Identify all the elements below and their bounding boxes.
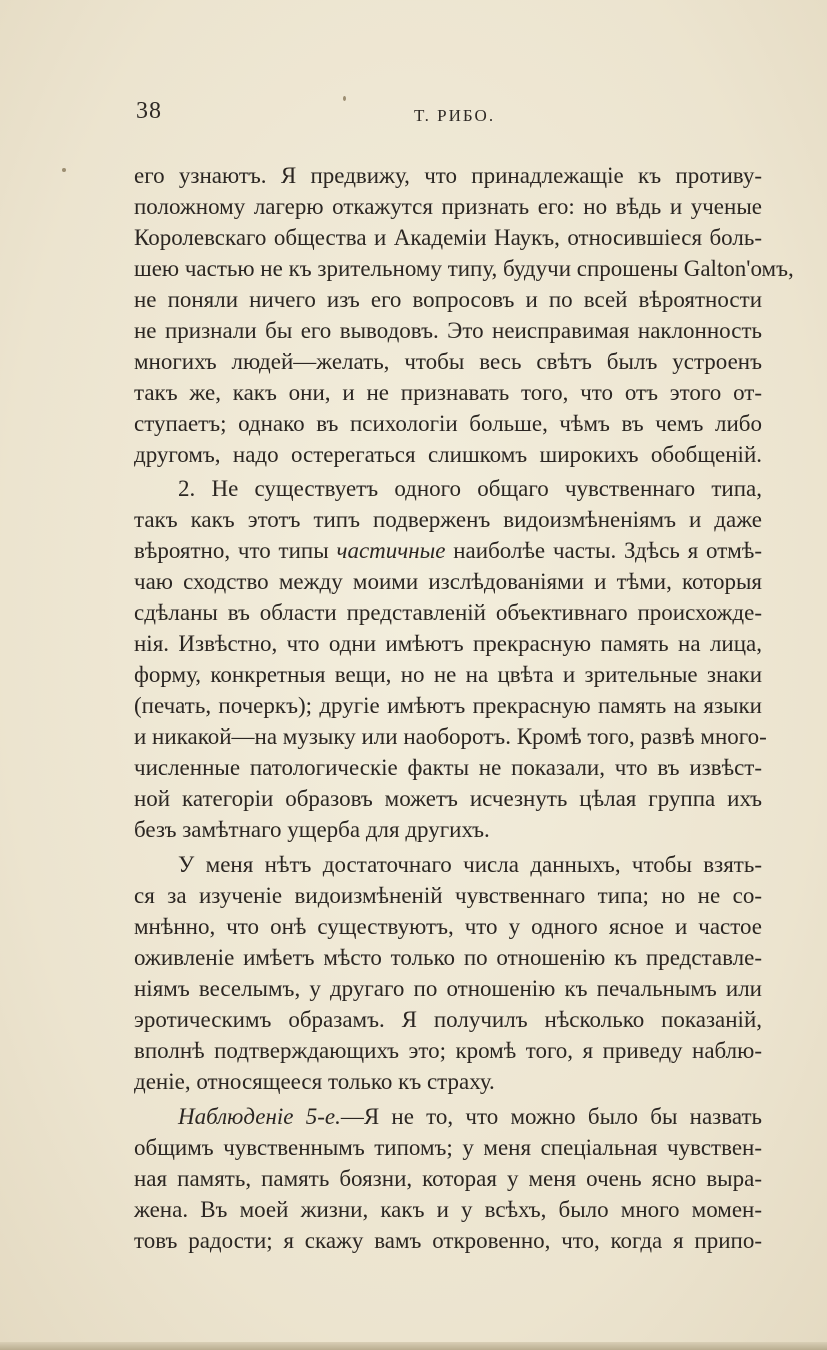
- italic-emphasis: Наблюденіе 5-е.: [178, 1104, 341, 1129]
- text-line: нія. Извѣстно, что одни имѣютъ прекрасную память на лица,: [134, 631, 762, 656]
- paragraph-first-line: 2. Не существуетъ одного общаго чувственнаго типа,: [178, 476, 762, 501]
- text-line: ступаетъ; однако въ психологіи больше, чѣмъ въ чемъ либо: [134, 411, 762, 436]
- text-line: не поняли ничего изъ его вопросовъ и по всей вѣроятности: [134, 287, 762, 312]
- text-line: мнѣнно, что онѣ существуютъ, что у одного ясное и частое: [134, 914, 762, 939]
- paper-speck: [343, 96, 346, 101]
- paper-speck: [62, 168, 66, 172]
- text-line: товъ радости; я скажу вамъ откровенно, что, когда я припо-: [134, 1228, 762, 1253]
- text-line: его узнаютъ. Я предвижу, что принадлежащіе къ противу-: [134, 163, 762, 188]
- text-line: не признали бы его выводовъ. Это неисправимая наклонность: [134, 318, 762, 343]
- text-line: ніямъ веселымъ, у другаго по отношенію къ печальнымъ или: [134, 976, 762, 1001]
- text-line: оживленіе имѣетъ мѣсто только по отношенію къ представле-: [134, 945, 762, 970]
- text-line: и никакой—на музыку или наоборотъ. Кромѣ того, развѣ много-: [134, 724, 767, 749]
- text-line: ной категоріи образовъ можетъ исчезнуть цѣлая группа ихъ: [134, 786, 762, 811]
- text-line: положному лагерю откажутся признать его: но вѣдь и ученые: [134, 194, 762, 219]
- text-line: шею частью не къ зрительному типу, будучи спрошены Galton'омъ,: [134, 256, 794, 281]
- text-line: вѣроятно, что типы частичные наиболѣе часты. Здѣсь я отмѣ-: [134, 538, 762, 563]
- text-line: ся за изученіе видоизмѣненій чувственнаго типа; но не со-: [134, 883, 762, 908]
- text-line: вполнѣ подтверждающихъ это; кромѣ того, я приведу наблю-: [134, 1038, 762, 1063]
- text-line: такъ какъ этотъ типъ подверженъ видоизмѣненіямъ и даже: [134, 507, 762, 532]
- page-bottom-edge: [0, 1342, 827, 1350]
- text-line: сдѣланы въ области представленій объективнаго происхожде-: [134, 600, 762, 625]
- text-line: ная память, память боязни, которая у меня очень ясно выра-: [134, 1166, 762, 1191]
- running-head: Т. РИБО.: [414, 106, 496, 125]
- text-line: другомъ, надо остерегаться слишкомъ широкихъ обобщеній.: [134, 442, 762, 467]
- text-line: такъ же, какъ они, и не признавать того, что отъ этого от-: [134, 380, 762, 405]
- italic-emphasis: частичные: [336, 538, 446, 563]
- text-line: численные патологическіе факты не показали, что въ извѣст-: [134, 755, 762, 780]
- text-line: форму, конкретныя вещи, но не на цвѣта и зрительные знаки: [134, 662, 762, 687]
- observation-first-line: Наблюденіе 5-е.—Я не то, что можно было бы назвать: [178, 1104, 762, 1129]
- text-line: многихъ людей—желать, чтобы весь свѣтъ былъ устроенъ: [134, 349, 762, 374]
- text-line: общимъ чувственнымъ типомъ; у меня спеціальная чувствен-: [134, 1135, 762, 1160]
- page-number: 38: [136, 98, 162, 124]
- text-line: деніе, относящееся только къ страху.: [134, 1069, 495, 1094]
- text-line: эротическимъ образамъ. Я получилъ нѣсколько показаній,: [134, 1007, 762, 1032]
- text-line: чаю сходство между моими изслѣдованіями и тѣми, которыя: [134, 569, 762, 594]
- text-line: (печать, почеркъ); другіе имѣютъ прекрасную память на языки: [134, 693, 762, 718]
- text-line: жена. Въ моей жизни, какъ и у всѣхъ, было много момен-: [134, 1197, 762, 1222]
- text-line: безъ замѣтнаго ущерба для другихъ.: [134, 817, 490, 842]
- text-line: Королевскаго общества и Академіи Наукъ, относившіеся боль-: [134, 225, 762, 250]
- paragraph-first-line: У меня нѣтъ достаточнаго числа данныхъ, чтобы взять-: [178, 852, 762, 877]
